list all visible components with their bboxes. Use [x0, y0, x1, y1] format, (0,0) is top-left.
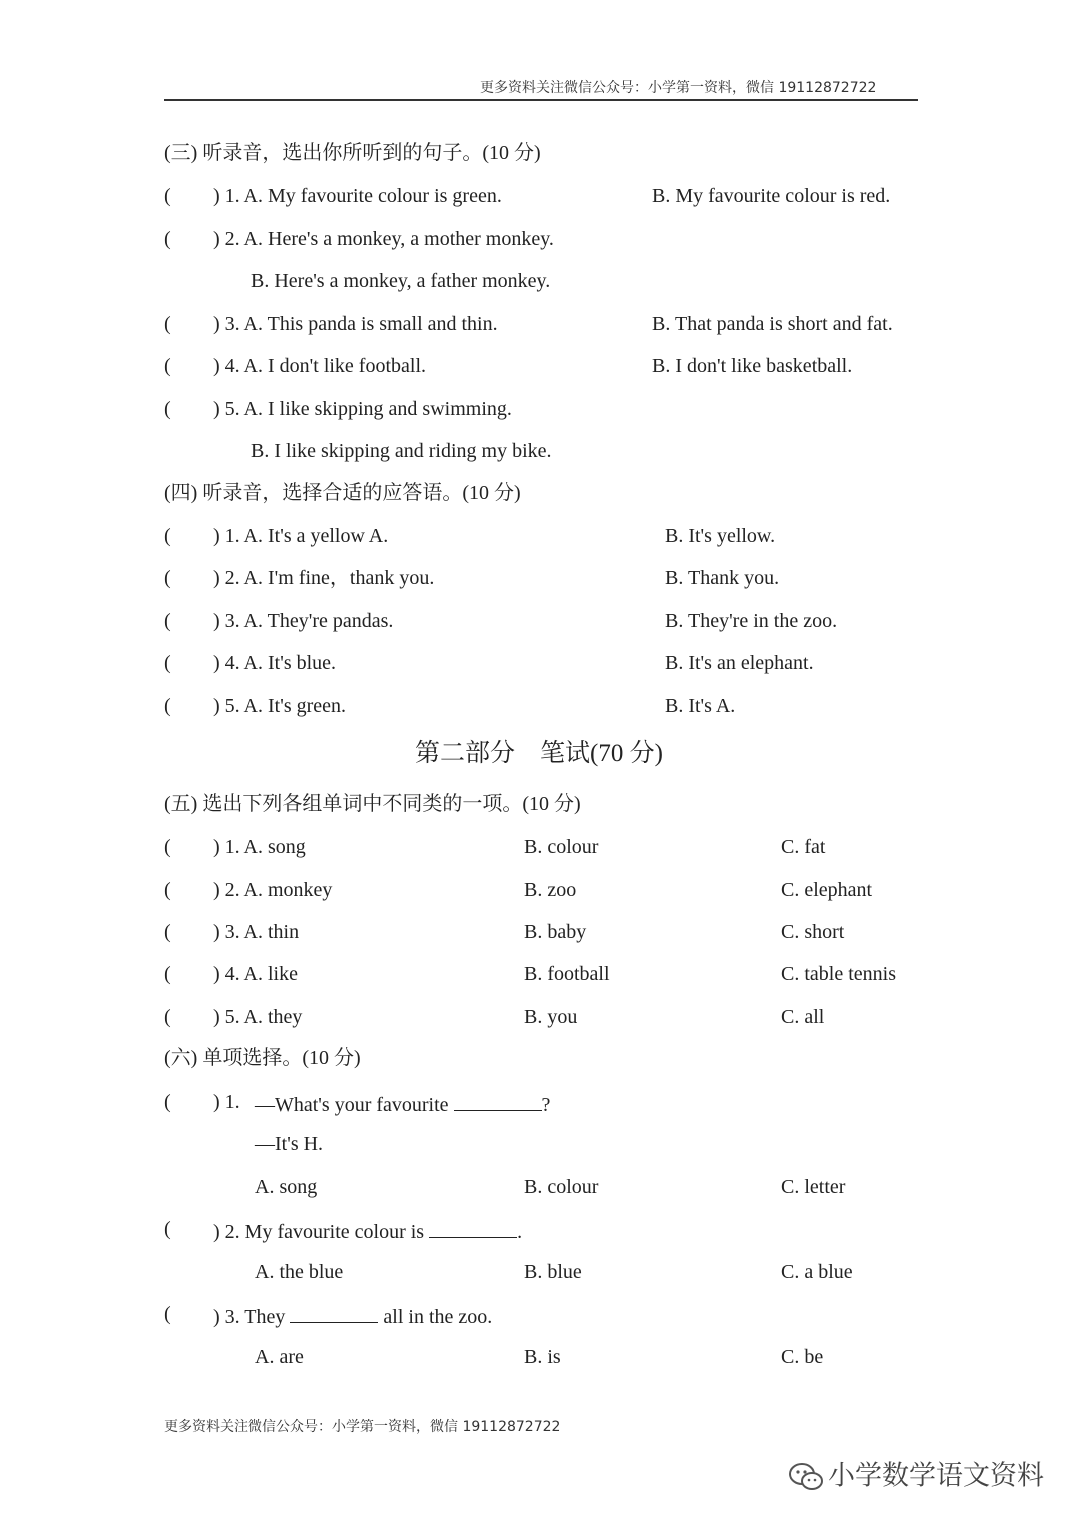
answer-paren: (: [164, 355, 171, 377]
section-6-title: (六) 单项选择。(10 分): [164, 1047, 361, 1069]
s3-q5-option-a: ) 5. A. I like skipping and swimming.: [213, 398, 512, 420]
fill-blank: [290, 1304, 378, 1323]
s3-q1-option-b: B. My favourite colour is red.: [652, 185, 891, 207]
s6-q1-stem: [255, 1092, 550, 1115]
s6-q2-option-a: A. the blue: [255, 1261, 344, 1283]
section-5-title: (五) 选出下列各组单词中不同类的一项。(10 分): [164, 793, 581, 815]
page-header: 更多资料关注微信公众号：小学第一资料，微信 19112872722: [480, 80, 877, 96]
answer-paren: (: [164, 567, 171, 589]
answer-paren: (: [164, 921, 171, 943]
answer-paren: (: [164, 1006, 171, 1028]
part-2-heading: 第二部分 笔试(70 分): [415, 740, 663, 767]
s4-q4-option-a: ) 4. A. It's blue.: [213, 652, 337, 674]
answer-paren: (: [164, 228, 171, 250]
answer-paren: (: [164, 879, 171, 901]
section-3-title: (三) 听录音，选出你所听到的句子。(10 分): [164, 142, 541, 164]
s6-q3-stem: [213, 1304, 492, 1327]
s6-q1-number: ) 1.: [213, 1091, 240, 1113]
page-footer: 更多资料关注微信公众号：小学第一资料，微信 19112872722: [164, 1419, 561, 1435]
s6-q3-option-b: B. is: [524, 1346, 561, 1368]
s6-q1-option-c: C. letter: [781, 1176, 846, 1198]
answer-paren: (: [164, 1303, 171, 1325]
s5-q5-option-c: C. all: [781, 1006, 825, 1028]
s3-q5-option-b: B. I like skipping and riding my bike.: [251, 440, 552, 462]
s5-q5-option-a: ) 5. A. they: [213, 1006, 303, 1028]
s5-q4-option-b: B. football: [524, 963, 610, 985]
s4-q2-option-a: ) 2. A. I'm fine，thank you.: [213, 567, 435, 589]
answer-paren: (: [164, 1091, 171, 1113]
s4-q5-option-b: B. It's A.: [665, 695, 736, 717]
s3-q2-option-a: ) 2. A. Here's a monkey, a mother monkey.: [213, 228, 554, 250]
s4-q1-option-a: ) 1. A. It's a yellow A.: [213, 525, 389, 547]
s3-q3-option-a: ) 3. A. This panda is small and thin.: [213, 313, 498, 335]
answer-paren: (: [164, 1218, 171, 1240]
s6-q2-stem: [213, 1219, 522, 1242]
s3-q4-option-a: ) 4. A. I don't like football.: [213, 355, 427, 377]
answer-paren: (: [164, 836, 171, 858]
s5-q1-option-a: ) 1. A. song: [213, 836, 306, 858]
s4-q3-option-a: ) 3. A. They're pandas.: [213, 610, 394, 632]
header-divider: [164, 99, 918, 101]
s5-q1-option-b: B. colour: [524, 836, 599, 858]
answer-paren: (: [164, 313, 171, 335]
s5-q3-option-c: C. short: [781, 921, 845, 943]
s5-q3-option-b: B. baby: [524, 921, 587, 943]
answer-paren: (: [164, 610, 171, 632]
watermark-text: 小学数学语文资料: [828, 1460, 1044, 1492]
s6-q1-option-b: B. colour: [524, 1176, 599, 1198]
answer-paren: (: [164, 398, 171, 420]
s3-q2-option-b: B. Here's a monkey, a father monkey.: [251, 270, 551, 292]
s6-q2-option-c: C. a blue: [781, 1261, 853, 1283]
s4-q2-option-b: B. Thank you.: [665, 567, 780, 589]
s5-q2-option-a: ) 2. A. monkey: [213, 879, 333, 901]
s6-q3-stem-text: ) 3. They: [213, 1306, 286, 1328]
s6-q3-option-a: A. are: [255, 1346, 304, 1368]
s5-q5-option-b: B. you: [524, 1006, 578, 1028]
s4-q4-option-b: B. It's an elephant.: [665, 652, 814, 674]
s6-q1-option-a: A. song: [255, 1176, 318, 1198]
s5-q2-option-b: B. zoo: [524, 879, 577, 901]
s6-q1-stem-end: ?: [541, 1094, 551, 1116]
s6-q2-stem-text: ) 2. My favourite colour is: [213, 1221, 425, 1243]
s5-q4-option-c: C. table tennis: [781, 963, 896, 985]
s6-q3-stem-end: all in the zoo.: [383, 1306, 493, 1328]
answer-paren: (: [164, 185, 171, 207]
s6-q2-stem-end: .: [517, 1221, 523, 1243]
s4-q3-option-b: B. They're in the zoo.: [665, 610, 838, 632]
s4-q1-option-b: B. It's yellow.: [665, 525, 776, 547]
wechat-icon: [788, 1462, 824, 1492]
fill-blank: [429, 1219, 517, 1238]
answer-paren: (: [164, 525, 171, 547]
section-4-title: (四) 听录音，选择合适的应答语。(10 分): [164, 482, 521, 504]
s6-q3-option-c: C. be: [781, 1346, 824, 1368]
watermark: [788, 1462, 1044, 1492]
s6-q1-stem-text: —What's your favourite: [255, 1094, 449, 1116]
s6-q1-reply: —It's H.: [255, 1133, 324, 1155]
s4-q5-option-a: ) 5. A. It's green.: [213, 695, 347, 717]
s6-q2-option-b: B. blue: [524, 1261, 582, 1283]
answer-paren: (: [164, 695, 171, 717]
fill-blank: [454, 1092, 542, 1111]
s5-q2-option-c: C. elephant: [781, 879, 873, 901]
s5-q3-option-a: ) 3. A. thin: [213, 921, 300, 943]
s5-q4-option-a: ) 4. A. like: [213, 963, 298, 985]
s3-q1-option-a: ) 1. A. My favourite colour is green.: [213, 185, 502, 207]
answer-paren: (: [164, 652, 171, 674]
s3-q4-option-b: B. I don't like basketball.: [652, 355, 853, 377]
s5-q1-option-c: C. fat: [781, 836, 826, 858]
answer-paren: (: [164, 963, 171, 985]
s3-q3-option-b: B. That panda is short and fat.: [652, 313, 893, 335]
